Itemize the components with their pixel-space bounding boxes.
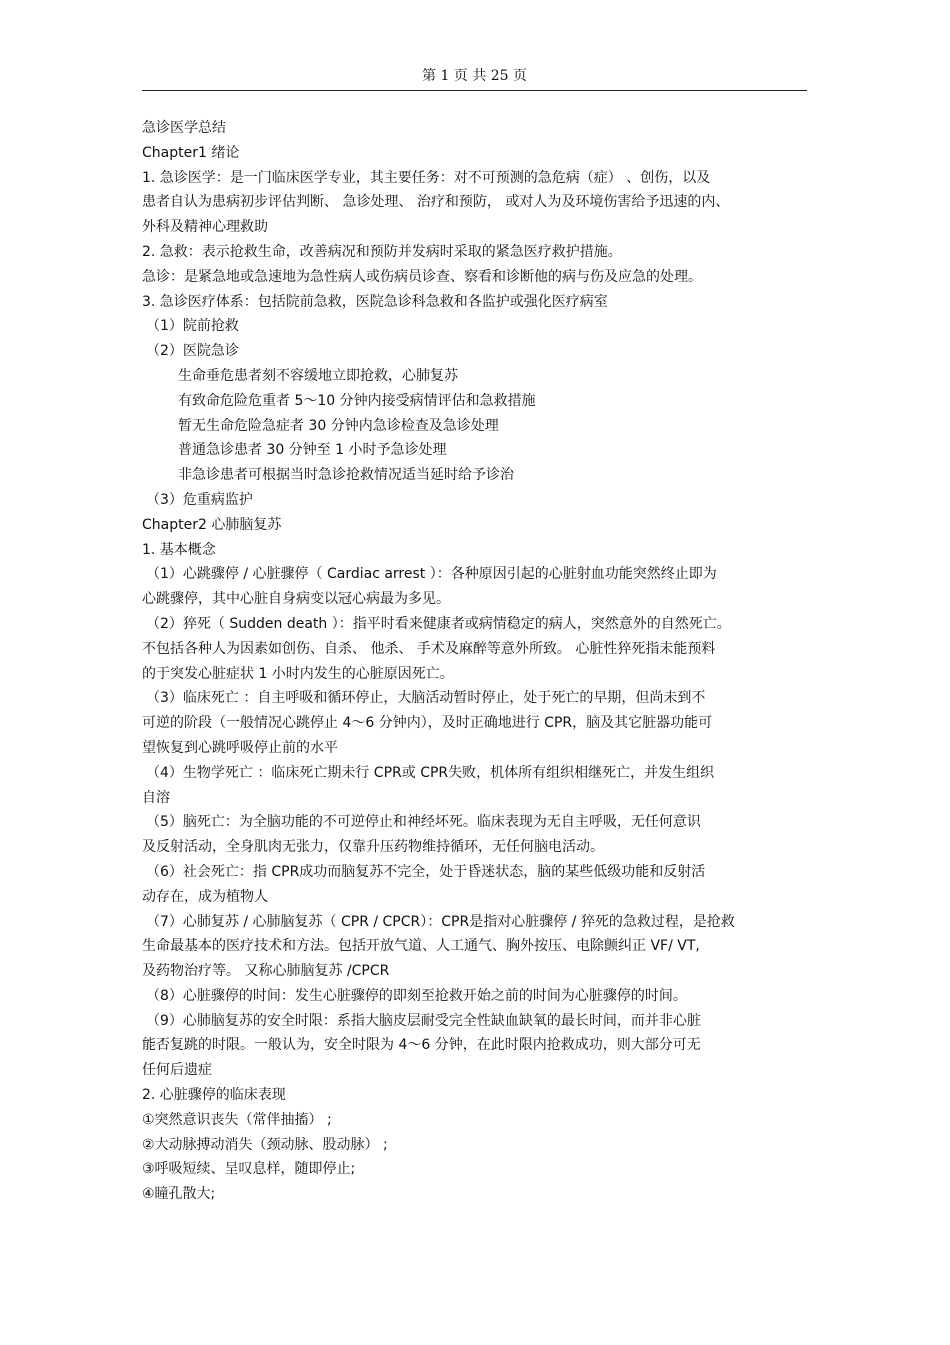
sub-item: 生命垂危患者刻不容缓地立即抢救，心肺复苏 (178, 367, 458, 384)
text-line: 急诊：是紧急地或急速地为急性病人或伤病员诊查、察看和诊断他的病与伤及应急的处理。 (142, 268, 702, 285)
section-heading: 2. 心脏骤停的临床表现 (142, 1087, 286, 1104)
text-line: 的于突发心脏症状 1 小时内发生的心脏原因死亡。 (142, 665, 454, 682)
text-line: 3. 急诊医疗体系：包括院前急救，医院急诊科急救和各监护或强化医疗病室 (142, 293, 608, 310)
text-line: （9）心肺脑复苏的安全时限：系指大脑皮层耐受完全性缺血缺氧的最长时间，而并非心脏 (146, 1012, 701, 1029)
chapter-heading: Chapter1 绪论 (142, 144, 240, 161)
text-line: 外科及精神心理救助 (142, 219, 268, 236)
doc-title: 急诊医学总结 (142, 120, 226, 136)
list-item: （3）危重病监护 (146, 491, 253, 508)
list-item: ①突然意识丧失（常伴抽搐） ; (142, 1111, 332, 1128)
text-line: （3）临床死亡 ：自主呼吸和循环停止，大脑活动暂时停止，处于死亡的早期，但尚未到不 (146, 690, 706, 707)
text-line: 自溶 (142, 789, 170, 806)
text-line: 望恢复到心跳呼吸停止前的水平 (142, 739, 338, 756)
text-line: 生命最基本的医疗技术和方法。包括开放气道、人工通气、胸外按压、电除颤纠正 VF/ VT, (142, 938, 700, 955)
text-line: 1. 基本概念 (142, 541, 216, 558)
text-line: 动存在，成为植物人 (142, 888, 268, 905)
text-line: （7）心肺复苏 / 心肺脑复苏（ CPR / CPCR）：CPR是指对心脏骤停 / 猝死的急救过程，是抢救 (146, 913, 735, 930)
list-item: ④瞳孔散大; (142, 1186, 216, 1203)
sub-item: 普通急诊患者 30 分钟至 1 小时予急诊处理 (178, 442, 447, 459)
list-item: ③呼吸短续、呈叹息样，随即停止; (142, 1161, 356, 1178)
text-line: 心跳骤停，其中心脏自身病变以冠心病最为多见。 (142, 591, 450, 608)
chapter-heading: Chapter2 心肺脑复苏 (142, 516, 282, 533)
text-line: （5）脑死亡：为全脑功能的不可逆停止和神经坏死。临床表现为无自主呼吸，无任何意识 (146, 814, 701, 831)
text-line: 2. 急救：表示抢救生命，改善病况和预防并发病时采取的紧急医疗救护措施。 (142, 243, 622, 260)
page-header: 第 1 页 共 25 页 (142, 62, 807, 91)
text-line: （6）社会死亡：指 CPR成功而脑复苏不完全，处于昏迷状态，脑的某些低级功能和反射活 (146, 863, 706, 880)
document-body (142, 116, 810, 1207)
text-line: （4）生物学死亡 ：临床死亡期未行 CPR或 CPR失败，机体所有组织相继死亡，并发生组织 (146, 764, 715, 781)
list-item: ②大动脉搏动消失（颈动脉、股动脉） ; (142, 1136, 388, 1153)
text-line: 及反射活动，全身肌肉无张力，仅靠升压药物维持循环，无任何脑电活动。 (142, 839, 604, 856)
list-item: （1）院前抢救 (146, 318, 239, 335)
text-line: 1. 急诊医学：是一门临床医学专业，其主要任务：对不可预测的急危病（症） 、创伤，以及 (142, 169, 711, 186)
text-line: （1）心跳骤停 / 心脏骤停（ Cardiac arrest ）：各种原因引起的心脏射血功能突然终止即为 (146, 566, 717, 583)
text-line: （8）心脏骤停的时间：发生心脏骤停的即刻至抢救开始之前的时间为心脏骤停的时间。 (146, 987, 687, 1004)
list-item: （2）医院急诊 (146, 343, 239, 360)
text-line: 患者自认为患病初步评估判断、 急诊处理、 治疗和预防， 或对人为及环境伤害给予迅速的内、 (142, 194, 730, 211)
sub-item: 有致命危险危重者 5～10 分钟内接受病情评估和急救措施 (178, 392, 536, 409)
text-line: 任何后遗症 (142, 1062, 212, 1079)
sub-item: 非急诊患者可根据当时急诊抢救情况适当延时给予诊治 (178, 467, 514, 484)
text-line: 能否复跳的时限。一般认为，安全时限为 4～6 分钟，在此时限内抢救成功，则大部分可无 (142, 1037, 701, 1054)
text-line: 及药物治疗等。 又称心肺脑复苏 /CPCR (142, 963, 390, 980)
text-line: 不包括各种人为因素如创伤、自杀、 他杀、 手术及麻醉等意外所致。 心脏性猝死指未能预料 (142, 640, 716, 657)
text-line: （2）猝死（ Sudden death ）：指平时看来健康者或病情稳定的病人，突然意外的自然死亡。 (146, 615, 731, 632)
text-line: 可逆的阶段（一般情况心跳停止 4～6 分钟内），及时正确地进行 CPR，脑及其它脏器功能可 (142, 715, 713, 732)
sub-item: 暂无生命危险急症者 30 分钟内急诊检查及急诊处理 (178, 417, 499, 434)
